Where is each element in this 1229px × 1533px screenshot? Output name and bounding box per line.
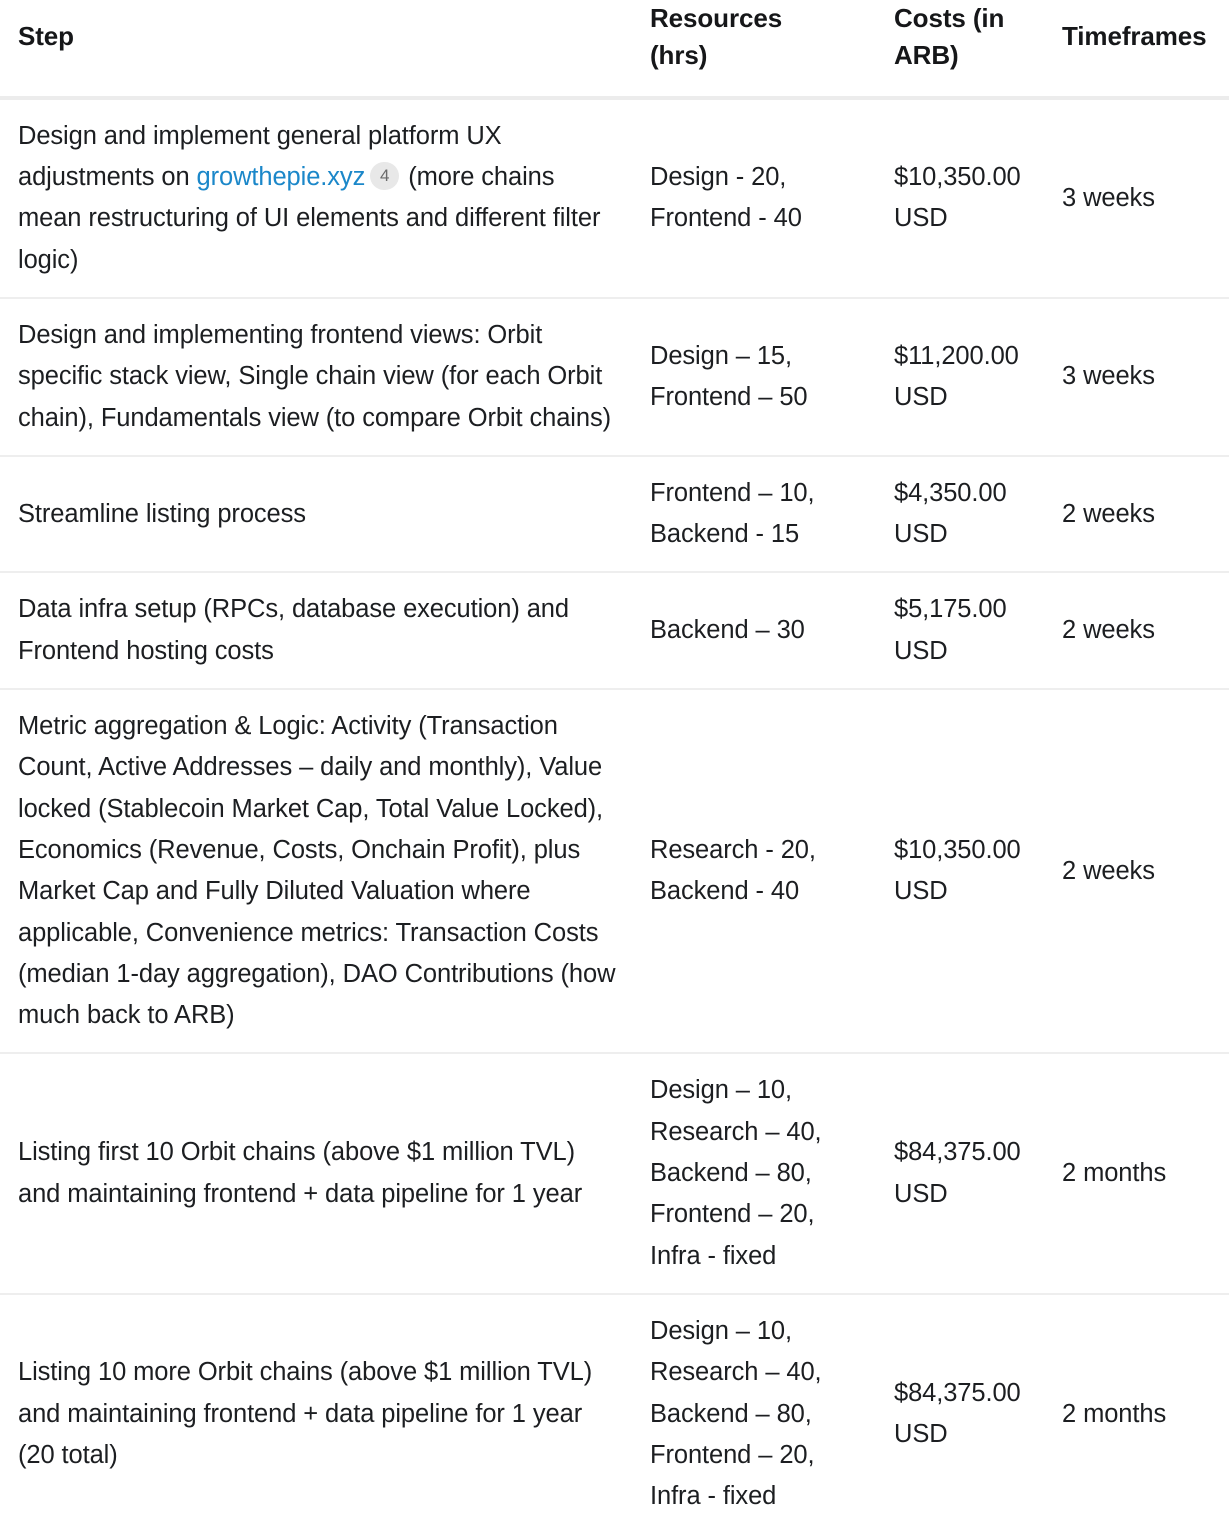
cell-step: Streamline listing process <box>0 456 636 573</box>
cell-resources: Design - 20, Frontend - 40 <box>636 98 876 298</box>
cell-costs: $84,375.00 USD <box>876 1053 1048 1293</box>
cell-resources: Design – 15, Frontend – 50 <box>636 298 876 456</box>
cell-costs: $10,350.00 USD <box>876 689 1048 1053</box>
cell-timeframes: 2 months <box>1048 1053 1229 1293</box>
cell-timeframes: 3 weeks <box>1048 98 1229 298</box>
cell-resources: Backend – 30 <box>636 572 876 689</box>
table-row <box>0 456 1229 573</box>
cell-timeframes: 2 months <box>1062 1399 1167 1428</box>
cell-resources: Research - 20, Backend - 40 <box>636 689 876 1053</box>
table-row <box>0 298 1229 456</box>
column-header-timeframes-label: Timeframes <box>1062 21 1207 52</box>
table-row <box>0 1053 1229 1293</box>
table-row <box>0 572 1229 689</box>
cell-resources: Design – 10, Research – 40, Backend – 80, Frontend – 20, Infra - fixed <box>650 1316 822 1511</box>
column-header-resources-line2: (hrs) <box>650 39 708 70</box>
cell-timeframes: 2 weeks <box>1048 572 1229 689</box>
cell-costs: $10,350.00 USD <box>876 98 1048 298</box>
table-body <box>0 98 1229 1533</box>
cell-resources: Design – 10, Research – 40, Backend – 80, Frontend – 20, Infra - fixed <box>636 1053 876 1293</box>
cell-timeframes: 3 weeks <box>1048 298 1229 456</box>
step-text-after-link: (more chains mean restructuring of UI elements and different filter logic) <box>18 163 601 274</box>
column-header-timeframes <box>1048 0 1229 98</box>
column-header-costs <box>876 0 1048 98</box>
footnote-ref-badge[interactable]: 4 <box>370 162 399 190</box>
cell-resources: Frontend – 10, Backend - 15 <box>636 456 876 573</box>
column-header-resources-line1: Resources <box>650 3 783 33</box>
cell-step: Listing 10 more Orbit chains (above $1 million TVL) and maintaining frontend + data pipeline for 1 year (20 total) <box>18 1358 593 1469</box>
cell-step: Design and implementing frontend views: Orbit specific stack view, Single chain view (for each Orbit chain), Fundamentals view (to compare Orbit chains) <box>0 298 636 456</box>
column-header-costs-line2: ARB) <box>894 39 959 70</box>
cell-step: Data infra setup (RPCs, database execution) and Frontend hosting costs <box>0 572 636 689</box>
cell-costs: $4,350.00 USD <box>876 456 1048 573</box>
cell-timeframes: 2 weeks <box>1048 689 1229 1053</box>
cell-step <box>0 98 636 298</box>
column-header-step-label: Step <box>18 21 74 52</box>
cell-step: Metric aggregation & Logic: Activity (Transaction Count, Active Addresses – daily and monthly), Value locked (Stablecoin Market Cap, Total Value Locked), Economics (Revenue, Costs, Onchain Profit), plus Market Cap and Fully Diluted Valuation where applicable, Convenience metrics: Transaction Costs (median 1-day aggregation), DAO Contributions (how much back to ARB) <box>0 689 636 1053</box>
cell-timeframes: 2 weeks <box>1048 456 1229 573</box>
column-header-resources <box>636 0 876 98</box>
column-header-step <box>0 0 636 98</box>
column-header-costs-line1: Costs (in <box>894 3 1005 33</box>
table-header <box>0 0 1229 98</box>
table-header-row <box>0 0 1229 98</box>
cell-step: Listing first 10 Orbit chains (above $1 million TVL) and maintaining frontend + data pipeline for 1 year <box>0 1053 636 1293</box>
table-row <box>0 1294 1229 1533</box>
growthepie-link[interactable]: growthepie.xyz <box>196 163 366 192</box>
table-row <box>0 98 1229 298</box>
table-row <box>0 689 1229 1053</box>
step-text-before-link: Design and implement general platform UX adjustments on <box>18 121 502 192</box>
cell-costs: $84,375.00 USD <box>894 1378 1021 1449</box>
cell-costs: $11,200.00 USD <box>876 298 1048 456</box>
cell-costs: $5,175.00 USD <box>876 572 1048 689</box>
